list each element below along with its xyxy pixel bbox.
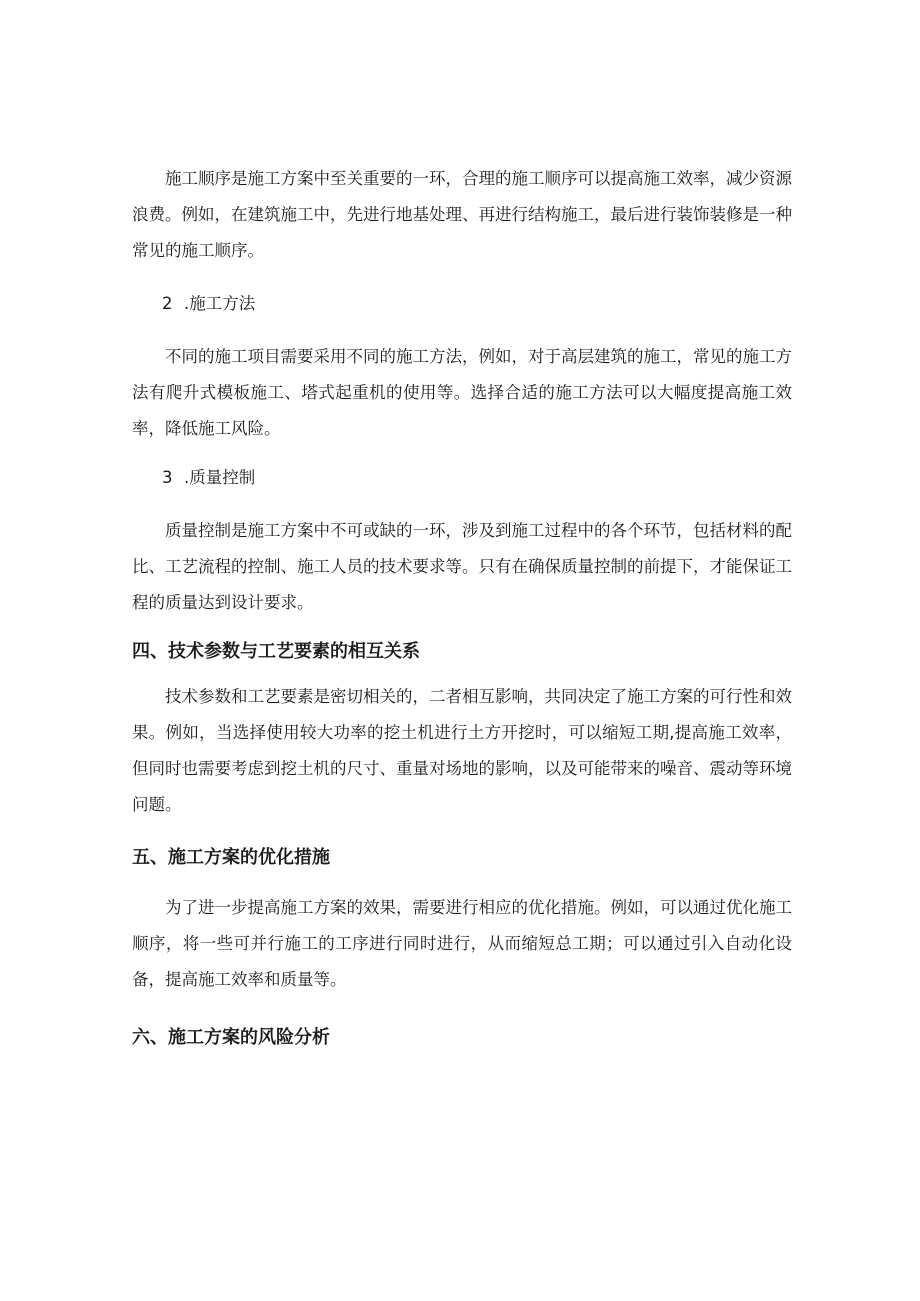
subheading-label: .施工方法 <box>184 294 256 313</box>
section-heading-6: 六、施工方案的风险分析 <box>132 1027 330 1048</box>
subheading-number: 2 <box>162 294 173 313</box>
paragraph-optimization: 为了进一步提高施工方案的效果，需要进行相应的优化措施。例如，可以通过优化施工顺序，将一些可并行施工的工序进行同时进行，从而缩短总工期；可以通过引入自动化设备，提高施工效率和质量等。 <box>132 898 792 989</box>
paragraph-quality-control: 质量控制是施工方案中不可或缺的一环，涉及到施工过程中的各个环节，包括材料的配比、工艺流程的控制、施工人员的技术要求等。只有在确保质量控制的前提下，才能保证工程的质量达到设计要求。 <box>132 521 792 612</box>
paragraph-parameter-relationship: 技术参数和工艺要素是密切相关的，二者相互影响，共同决定了施工方案的可行性和效果。例如，当选择使用较大功率的挖土机进行土方开挖时，可以缩短工期,提高施工效率，但同时也需要考虑到挖土机的尺寸、重量对场地的影响，以及可能带来的噪音、震动等环境问题。 <box>132 687 792 814</box>
subheading-number: 3 <box>162 468 173 487</box>
section-heading-5: 五、施工方案的优化措施 <box>132 847 330 868</box>
section-heading-4: 四、技术参数与工艺要素的相互关系 <box>132 641 420 662</box>
paragraph-construction-method: 不同的施工项目需要采用不同的施工方法，例如，对于高层建筑的施工，常见的施工方法有爬升式模板施工、塔式起重机的使用等。选择合适的施工方法可以大幅度提高施工效率，降低施工风险。 <box>132 347 792 438</box>
subheading-label: .质量控制 <box>184 468 256 487</box>
subheading-construction-method <box>162 292 255 316</box>
paragraph-construction-sequence: 施工顺序是施工方案中至关重要的一环，合理的施工顺序可以提高施工效率，减少资源浪费。例如，在建筑施工中，先进行地基处理、再进行结构施工，最后进行装饰装修是一种常见的施工顺序。 <box>132 169 792 260</box>
subheading-quality-control <box>162 466 255 490</box>
